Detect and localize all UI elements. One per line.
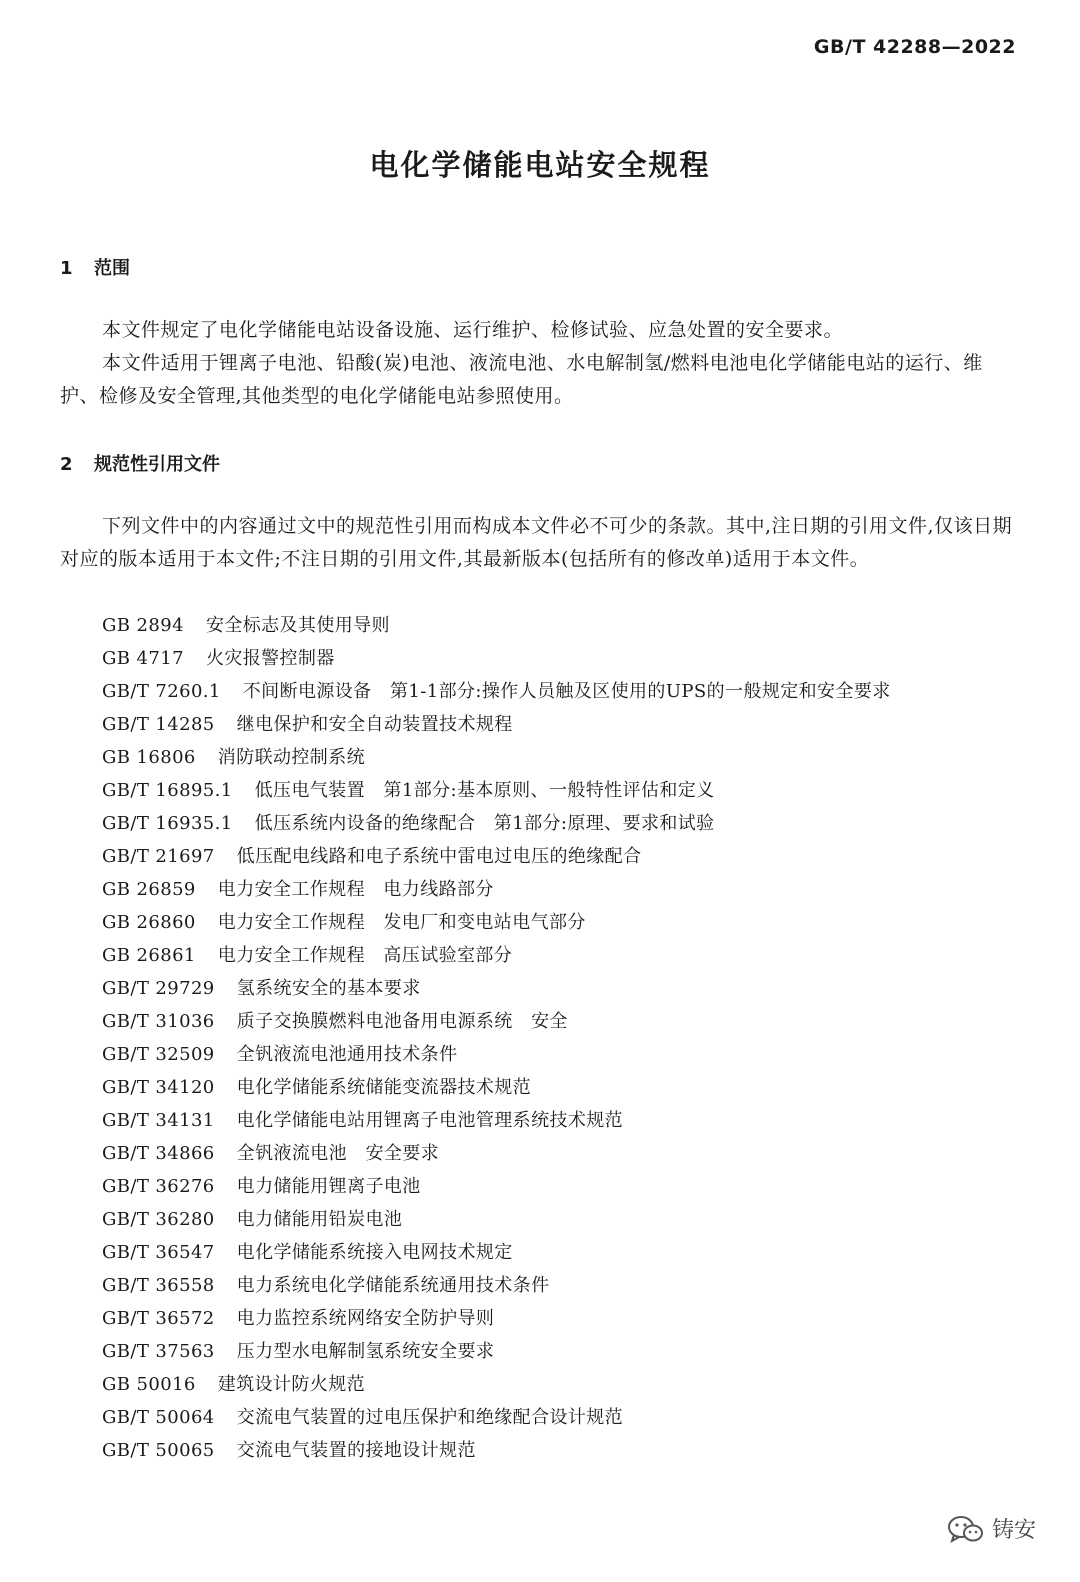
reference-item [60,873,1020,906]
reference-item [60,840,1020,873]
reference-title: 电力安全工作规程 高压试验室部分 [217,945,513,966]
reference-code: GB 4717 [102,648,184,669]
reference-title: 电化学储能电站用锂离子电池管理系统技术规范 [236,1110,624,1131]
reference-code: GB/T 16895.1 [102,780,233,801]
reference-code: GB/T 50064 [102,1407,215,1428]
page-title: 电化学储能电站安全规程 [369,148,711,182]
reference-item [60,1170,1020,1203]
reference-code: GB/T 37563 [102,1341,215,1362]
reference-code: GB/T 36547 [102,1242,215,1263]
reference-title: 电力安全工作规程 电力线路部分 [217,879,494,900]
section-2-number: 2 [60,454,73,475]
reference-title: 压力型水电解制氢系统安全要求 [236,1341,495,1362]
reference-code: GB 26861 [102,945,196,966]
section-1-title: 范围 [94,258,130,279]
reference-code: GB/T 16935.1 [102,813,233,834]
standard-number: GB/T 42288—2022 [813,36,1016,58]
reference-title: 低压系统内设备的绝缘配合 第1部分:原理、要求和试验 [254,813,715,834]
reference-code: GB/T 36558 [102,1275,215,1296]
reference-item [60,1302,1020,1335]
reference-code: GB/T 7260.1 [102,681,221,702]
reference-code: GB/T 50065 [102,1440,215,1461]
reference-item [60,609,1020,642]
reference-title: 交流电气装置的接地设计规范 [236,1440,476,1461]
reference-item [60,1038,1020,1071]
wechat-icon [946,1514,986,1544]
reference-code: GB/T 36280 [102,1209,215,1230]
section-2-heading [60,450,220,476]
reference-title: 继电保护和安全自动装置技术规程 [236,714,513,735]
reference-code: GB/T 34131 [102,1110,215,1131]
reference-item [60,939,1020,972]
reference-item [60,1269,1020,1302]
reference-title: 电力储能用锂离子电池 [236,1176,421,1197]
reference-code: GB/T 36572 [102,1308,215,1329]
reference-item [60,807,1020,840]
reference-item [60,642,1020,675]
references-intro-paragraph: 下列文件中的内容通过文中的规范性引用而构成本文件必不可少的条款。其中,注日期的引用文件,仅该日期对应的版本适用于本文件;不注日期的引用文件,其最新版本(包括所有的修改单)适用于本文件。 [60,515,1013,570]
section-1-heading [60,254,130,280]
reference-item [60,1137,1020,1170]
reference-item [60,774,1020,807]
reference-code: GB/T 29729 [102,978,215,999]
reference-code: GB 16806 [102,747,196,768]
watermark-text: 铸安 [991,1518,1036,1543]
section-1-number: 1 [60,258,73,279]
reference-title: 建筑设计防火规范 [217,1374,365,1395]
reference-title: 质子交换膜燃料电池备用电源系统 安全 [236,1011,568,1032]
reference-item [60,708,1020,741]
reference-title: 电化学储能系统储能变流器技术规范 [236,1077,532,1098]
reference-title: 不间断电源设备 第1-1部分:操作人员触及区使用的UPS的一般规定和安全要求 [242,681,891,702]
reference-item [60,1368,1020,1401]
reference-title: 低压电气装置 第1部分:基本原则、一般特性评估和定义 [254,780,715,801]
reference-code: GB/T 32509 [102,1044,215,1065]
reference-code: GB 26860 [102,912,196,933]
reference-item [60,1401,1020,1434]
reference-title: 安全标志及其使用导则 [205,615,390,636]
reference-item [60,675,1020,708]
reference-title: 低压配电线路和电子系统中雷电过电压的绝缘配合 [236,846,642,867]
reference-item [60,1104,1020,1137]
reference-code: GB/T 31036 [102,1011,215,1032]
reference-title: 全钒液流电池 安全要求 [236,1143,440,1164]
reference-item [60,1335,1020,1368]
reference-title: 交流电气装置的过电压保护和绝缘配合设计规范 [236,1407,624,1428]
watermark [946,1513,1036,1544]
reference-title: 电化学储能系统接入电网技术规定 [236,1242,513,1263]
reference-item [60,906,1020,939]
reference-code: GB 2894 [102,615,184,636]
reference-code: GB 26859 [102,879,196,900]
reference-title: 电力系统电化学储能系统通用技术条件 [236,1275,550,1296]
reference-item [60,972,1020,1005]
reference-title: 电力监控系统网络安全防护导则 [236,1308,495,1329]
reference-code: GB/T 34120 [102,1077,215,1098]
reference-item [60,1203,1020,1236]
reference-code: GB/T 14285 [102,714,215,735]
reference-item [60,1071,1020,1104]
reference-item [60,741,1020,774]
reference-item [60,1434,1020,1467]
section-2-title: 规范性引用文件 [94,454,220,475]
scope-paragraph-2: 本文件适用于锂离子电池、铅酸(炭)电池、液流电池、水电解制氢/燃料电池电化学储能电站的运行、维护、检修及安全管理,其他类型的电化学储能电站参照使用。 [60,352,983,407]
scope-paragraph-1: 本文件规定了电化学储能电站设备设施、运行维护、检修试验、应急处置的安全要求。 [102,319,844,341]
reference-code: GB 50016 [102,1374,196,1395]
reference-title: 全钒液流电池通用技术条件 [236,1044,458,1065]
reference-code: GB/T 21697 [102,846,215,867]
reference-title: 火灾报警控制器 [205,648,335,669]
reference-title: 电力储能用铅炭电池 [236,1209,403,1230]
reference-title: 电力安全工作规程 发电厂和变电站电气部分 [217,912,586,933]
reference-title: 消防联动控制系统 [217,747,365,768]
reference-title: 氢系统安全的基本要求 [236,978,421,999]
reference-code: GB/T 36276 [102,1176,215,1197]
reference-list [60,609,1020,1467]
reference-code: GB/T 34866 [102,1143,215,1164]
reference-item [60,1005,1020,1038]
reference-item [60,1236,1020,1269]
